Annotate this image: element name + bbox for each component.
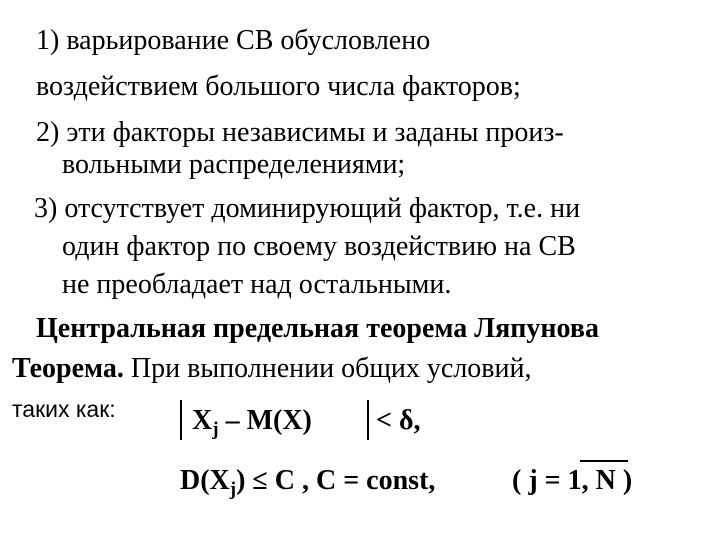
- condition-1-line-1: 1) варьирование СВ обусловлено: [36, 25, 431, 56]
- section-heading: Центральная предельная теорема Ляпунова: [36, 313, 599, 344]
- formula-deviation-tail: < δ,: [376, 405, 421, 436]
- formula-index-range: ( j = 1, N ): [512, 465, 633, 496]
- abs-bar-left: [180, 400, 182, 440]
- range-overline: [580, 460, 628, 462]
- abs-bar-right: [367, 400, 369, 440]
- range-overlined: 1, N: [567, 465, 616, 496]
- condition-3-line-2: один фактор по своему воздействию на СВ: [62, 231, 576, 262]
- theorem-line: [12, 352, 532, 386]
- condition-2-line-2: вольными распределениями;: [62, 149, 406, 180]
- condition-3-line-1: 3) отсутствует доминирующий фактор, т.е. ни: [34, 193, 581, 224]
- formula-deviation-body: $X_j - M(X)$: [192, 405, 312, 440]
- theorem-text: При выполнении общих условий,: [123, 353, 532, 384]
- theorem-label: Теорема.: [12, 353, 124, 384]
- condition-2-line-1: 2) эти факторы независимы и заданы произ-: [36, 117, 564, 148]
- condition-3-line-3: не преобладает над остальными.: [62, 269, 452, 300]
- formula-variance-body: $D(X_j) \le C$ , C = const,: [180, 465, 436, 500]
- condition-1-line-2: воздействием большого числа факторов;: [36, 71, 521, 102]
- such-as-label: таких как:: [12, 396, 116, 422]
